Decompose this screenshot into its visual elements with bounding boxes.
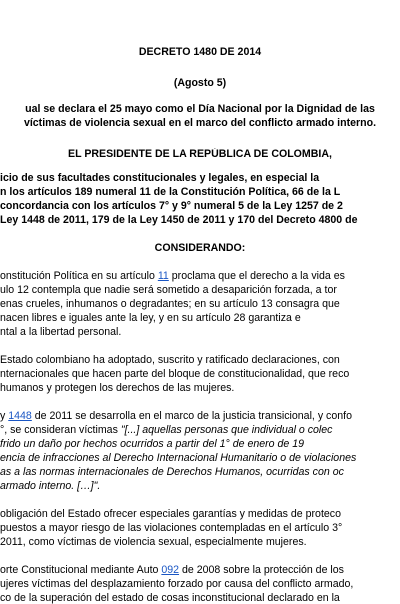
quoted-line: as a las normas internacionales de Derechos Humanos, ocurridas con oc (0, 466, 344, 478)
paragraph-line: nacen libres e iguales ante la ley, y en su artículo 28 garantiza e (0, 312, 301, 324)
paragraph-line (0, 410, 400, 422)
article-11-link[interactable]: 11 (157, 270, 169, 282)
paragraph-text: orte Constitucional mediante Auto (0, 564, 162, 576)
paragraph-line: ntal a la libertad personal. (0, 326, 122, 338)
paragraph-line: ulo 12 contempla que nadie será sometido a desaparición forzada, a tor (0, 284, 337, 296)
paragraph-text: de 2008 sobre la protección de los (179, 564, 344, 576)
paragraph-text: onstitución Política en su artículo (0, 270, 158, 282)
paragraph-line: obligación del Estado ofrecer especiales garantías y medidas de proteco (0, 508, 341, 520)
paragraph-line: humanos y protegen los derechos de las mujeres. (0, 382, 235, 394)
decree-summary-line: ual se declara el 25 mayo como el Día Nacional por la Dignidad de las (25, 103, 375, 115)
authority-line: Ley 1448 de 2011, 179 de la Ley 1450 de 2011 y 170 del Decreto 4800 de (0, 214, 358, 226)
paragraph-line (0, 564, 400, 576)
law-1448-link[interactable]: 1448 (8, 410, 32, 422)
paragraph-line: Estado colombiano ha adoptado, suscrito y ratificado declaraciones, con (0, 354, 340, 366)
authority-line: icio de sus facultades constitucionales y legales, en especial la (0, 172, 320, 184)
quoted-line: encia de infracciones al Derecho Internacional Humanitario o de violaciones (0, 452, 357, 464)
auto-092-link[interactable]: 092 (161, 564, 180, 576)
quoted-line: armado interno. […]". (0, 480, 101, 492)
authority-line: n los artículos 189 numeral 11 de la Constitución Política, 66 de la L (0, 186, 341, 198)
decree-date: (Agosto 5) (173, 77, 227, 89)
paragraph-line (0, 270, 400, 282)
paragraph-text: y (0, 410, 9, 422)
authority-heading: EL PRESIDENTE DE LA REPÚBLICA DE COLOMBIA, (68, 148, 332, 160)
quoted-text: "[...] aquellas personas que individual o colec (120, 424, 333, 436)
paragraph-line: puestos a mayor riesgo de las violaciones contempladas en el artículo 3° (0, 522, 343, 534)
paragraph-line: co de la superación del estado de cosas inconstitucional declarado en la (0, 592, 340, 604)
paragraph-line: ujeres víctimas del desplazamiento forzado por causa del conflicto armado, (0, 578, 354, 590)
paragraph-line: nternacionales que hacen parte del bloque de constitucionalidad, que reco (0, 368, 350, 380)
paragraph-line (0, 424, 400, 436)
paragraph-text: °, se consideran víctimas (0, 424, 121, 436)
paragraph-text: de 2011 se desarrolla en el marco de la justicia transicional, y confo (31, 410, 352, 422)
considerando-heading: CONSIDERANDO: (154, 242, 246, 254)
quoted-line: frido un daño por hechos ocurridos a partir del 1° de enero de 19 (0, 438, 305, 450)
paragraph-line: enas crueles, inhumanos o degradantes; en su artículo 13 consagra que (0, 298, 340, 310)
paragraph-line: 2011, como víctimas de violencia sexual, especialmente mujeres. (0, 536, 307, 548)
paragraph-text: proclama que el derecho a la vida es (168, 270, 345, 282)
decree-title: DECRETO 1480 DE 2014 (138, 46, 262, 58)
authority-line: concordancia con los artículos 7° y 9° numeral 5 de la Ley 1257 de 2 (0, 200, 343, 212)
decree-summary-line: víctimas de violencia sexual en el marco del conflicto armado interno. (23, 117, 377, 129)
